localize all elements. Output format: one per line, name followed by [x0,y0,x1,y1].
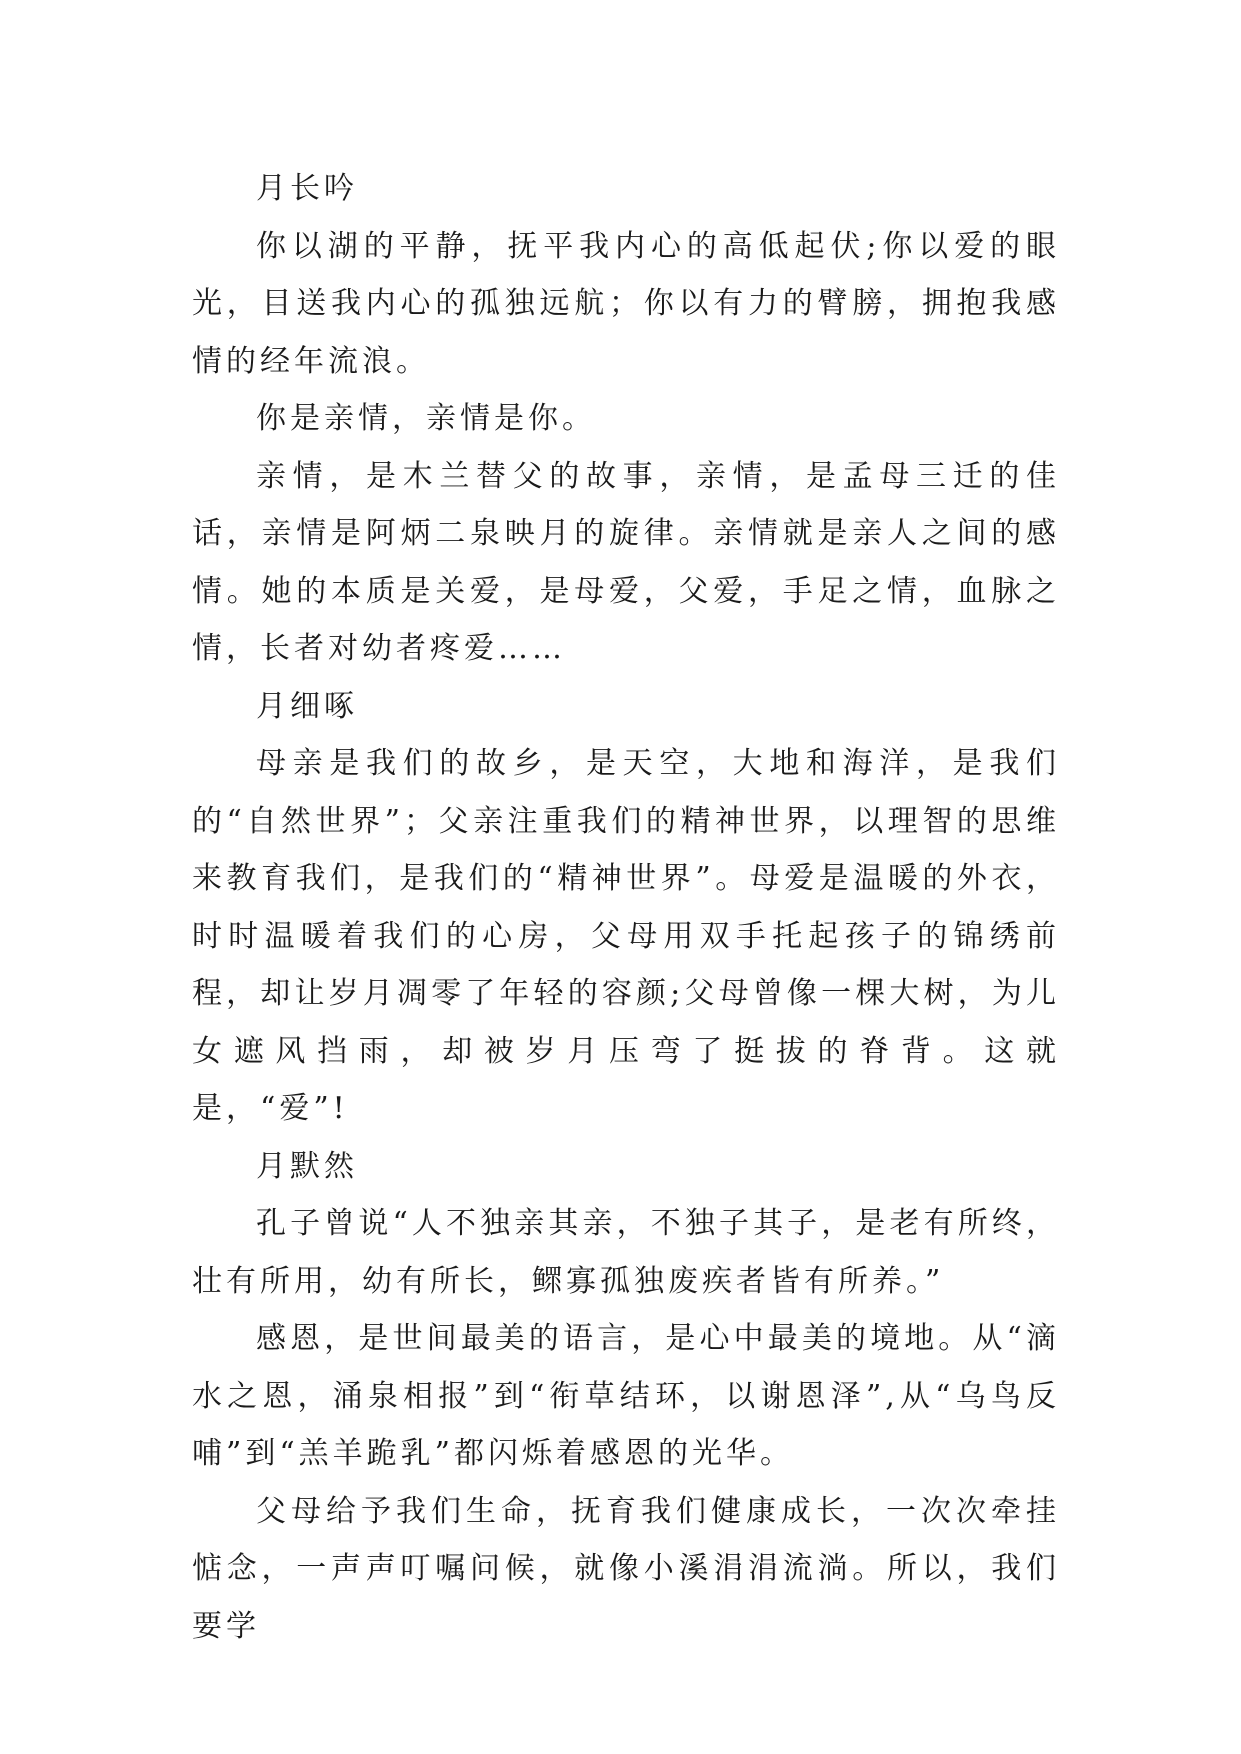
paragraph-2: 你是亲情，亲情是你。 [256,401,596,436]
section-heading-3: 月默然 [256,1148,358,1184]
paragraph-6: 感恩，是世间最美的语言，是心中最美的境地。从“滴水之恩，涌泉相报”到“衔草结环，以谢恩泽”,从“乌鸟反哺”到“羔羊跪乳”都闪烁着感恩的光华。 [192,1321,1060,1471]
paragraph-5: 孔子曾说“人不独亲其亲，不独子其子，是老有所终，壮有所用，幼有所长，鳏寡孤独废疾者皆有所养。” [192,1206,1060,1299]
paragraph-3: 亲情，是木兰替父的故事，亲情，是孟母三迁的佳话，亲情是阿炳二泉映月的旋律。亲情就是亲人之间的感情。她的本质是关爱，是母爱，父爱，手足之情，血脉之情，长者对幼者疼爱…… [192,458,1060,666]
paragraph-4: 母亲是我们的故乡，是天空，大地和海洋，是我们的“自然世界”；父亲注重我们的精神世界，以理智的思维来教育我们，是我们的“精神世界”。母爱是温暖的外衣，时时温暖着我们的心房，父母用双手托起孩子的锦绣前程，却让岁月凋零了年轻的容颜;父母曾像一棵大树，为儿女遮风挡雨，却被岁月压弯了挺拔的脊背。这就是，“爱”! [192,746,1060,1126]
section-heading-2: 月细啄 [256,688,358,724]
paragraph-7: 父母给予我们生命，抚育我们健康成长，一次次牵挂惦念，一声声叮嘱问候，就像小溪涓涓流淌。所以，我们要学 [192,1493,1060,1644]
section-heading-1: 月长吟 [256,171,358,206]
paragraph-1: 你以湖的平静，抚平我内心的高低起伏;你以爱的眼光，目送我内心的孤独远航；你以有力的臂膀，拥抱我感情的经年流浪。 [192,228,1060,379]
document-body [192,160,1060,1655]
